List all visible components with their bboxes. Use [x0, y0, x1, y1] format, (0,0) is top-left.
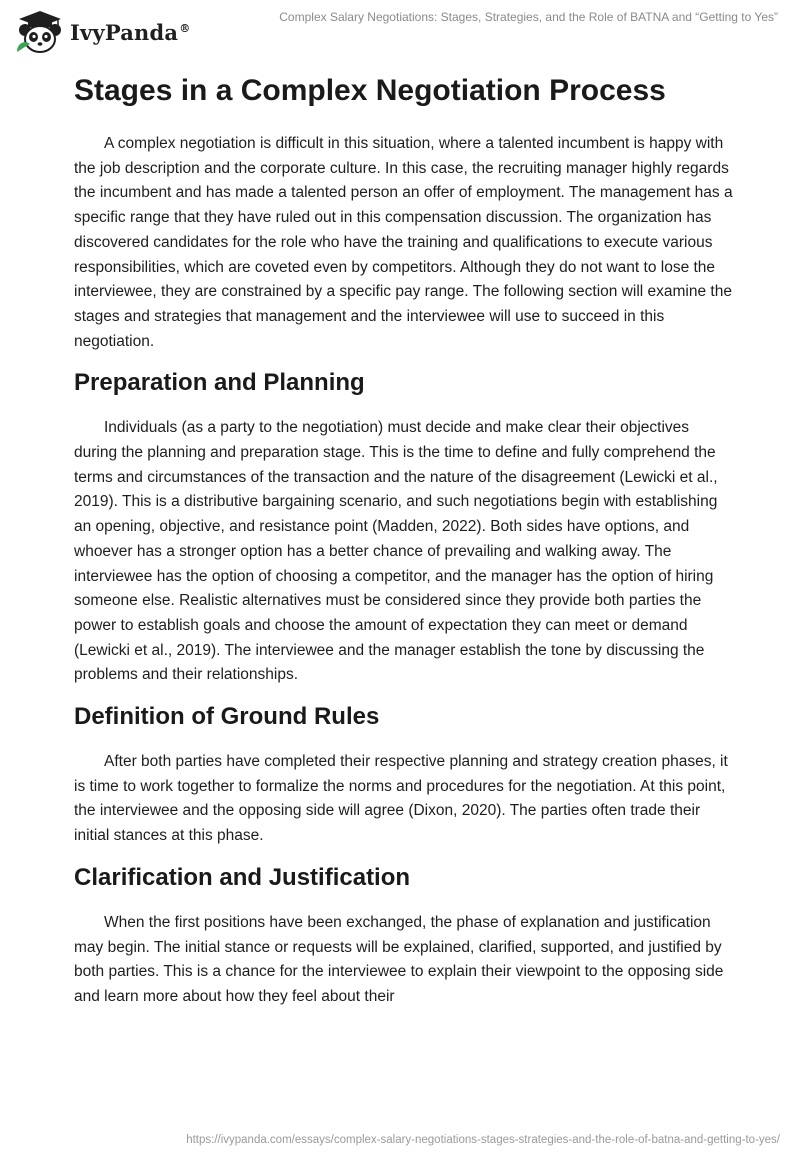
section-paragraph-clarification: When the first positions have been exchanged, the phase of explanation and justification may begin. The initial stance or requests will be explained, clarified, supported, and justified by both parties. This is a chance for the interviewee to explain their viewpoint to the opposing side and learn more about how they feel about their [74, 913, 724, 1005]
document-body [74, 70, 734, 1022]
panda-graduation-cap-icon [14, 8, 66, 56]
trademark-symbol: ® [179, 21, 191, 35]
page-title: Stages in a Complex Negotiation Process [74, 74, 666, 107]
brand-name: IvyPanda® [70, 19, 191, 45]
section-paragraph-ground-rules: After both parties have completed their respective planning and strategy creation phases, it is time to work together to formalize the norms and procedures for the negotiation. At this point, the interviewee and the opposing side will agree (Dixon, 2020). The parties often trade their initial stances at this phase. [74, 753, 728, 845]
section-heading-clarification: Clarification and Justification [74, 863, 411, 891]
footer-source-url[interactable]: https://ivypanda.com/essays/complex-salary-negotiations-stages-strategies-and-the-role-of-batna-and-getting-to-yes/ [186, 1134, 780, 1146]
running-title: Complex Salary Negotiations: Stages, Strategies, and the Role of BATNA and “Getting to Yes” [279, 10, 778, 24]
page-header [0, 0, 800, 60]
section-heading-preparation: Preparation and Planning [74, 369, 365, 397]
intro-paragraph: A complex negotiation is difficult in this situation, where a talented incumbent is happy with the job description and the corporate culture. In this case, the recruiting manager highly regards the incumbent and has made a talented person an offer of employment. The management has a specific range that they have ruled out in this compensation discussion. The organization has discovered candidates for the role who have the training and qualifications to execute various responsibilities, which are coveted even by competitors. Although they do not want to lose the interviewee, they are constrained by a specific pay range. The following section will examine the stages and strategies that management and the interviewee will use to succeed in this negotiation. [74, 135, 733, 350]
section-paragraph-preparation: Individuals (as a party to the negotiation) must decide and make clear their objectives during the planning and preparation stage. This is the time to define and fully comprehend the terms and circumstances of the transaction and the nature of the disagreement (Lewicki et al., 2019). This is a distributive bargaining scenario, and such negotiations begin with establishing an opening, objective, and resistance point (Madden, 2022). Both sides have options, and whoever has a stronger option has a better chance of prevailing and walking away. The interviewee has the option of choosing a competitor, and the manager has the option of hiring someone else. Realistic alternatives must be considered since they provide both parties the power to establish goals and choose the amount of expectation they can meet or demand (Lewicki et al., 2019). The interviewee and the manager establish the tone by discussing the problems and their relationships. [74, 419, 718, 684]
section-heading-ground-rules: Definition of Ground Rules [74, 703, 380, 731]
ivypanda-logo[interactable] [14, 8, 190, 56]
